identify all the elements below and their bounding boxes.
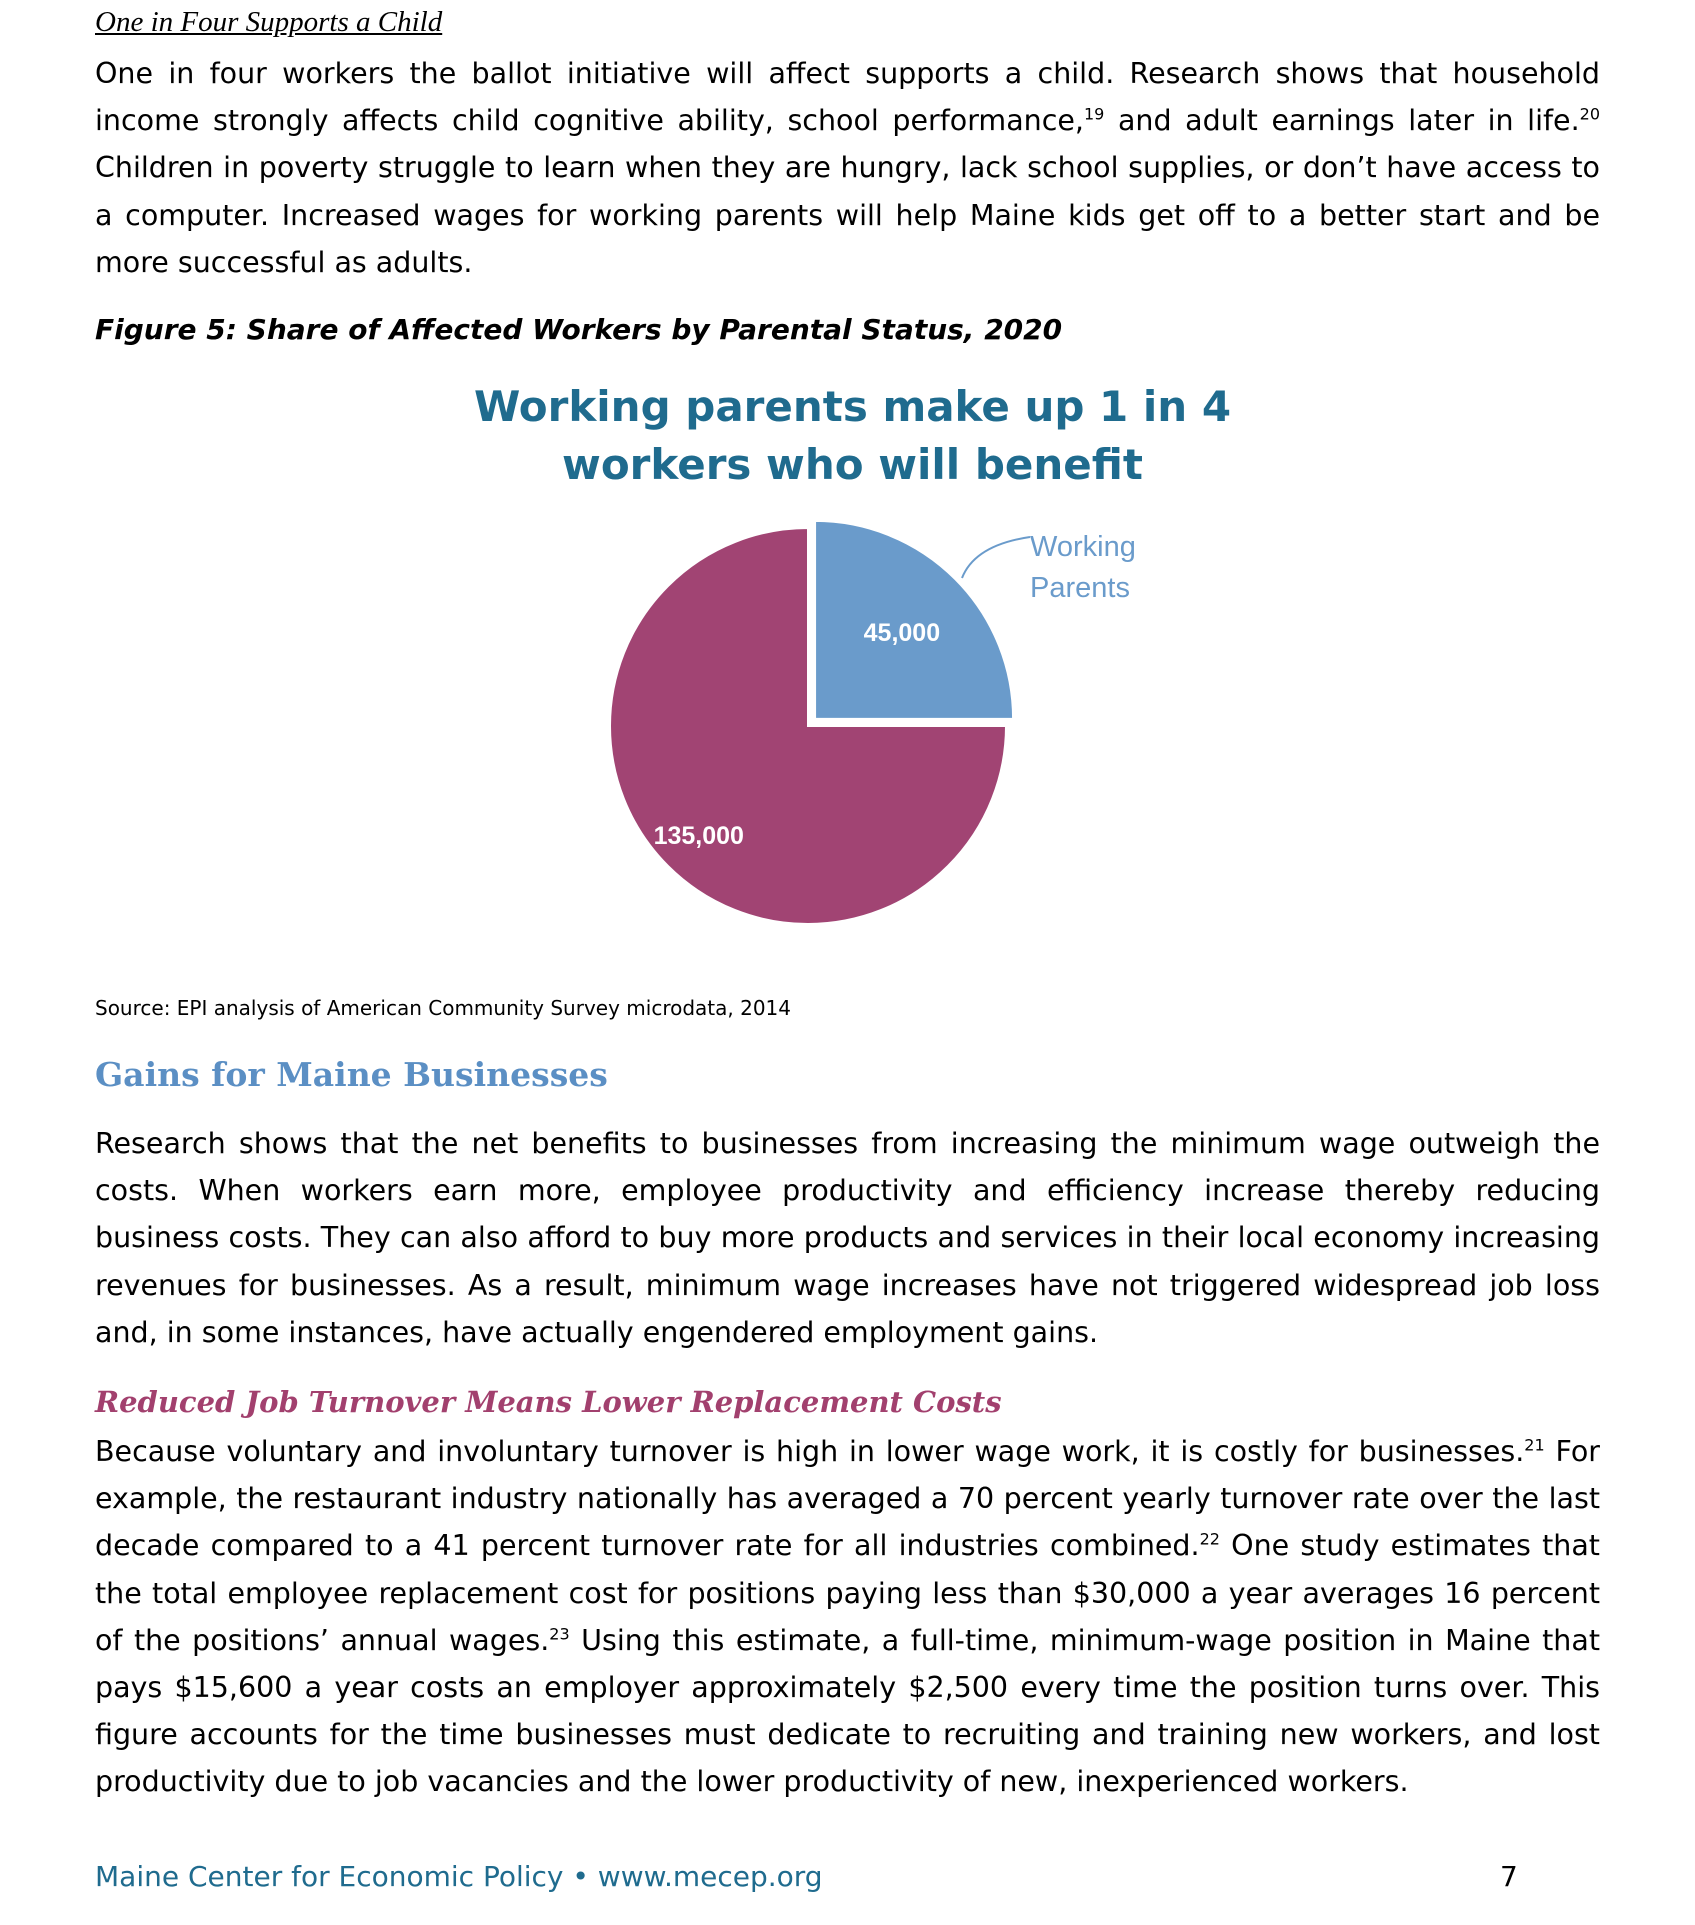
paragraph-gains: Research shows that the net benefits to businesses from increasing the minimum wage outweigh the costs. When workers earn more, employee productivity and efficiency increase thereby reducing business costs. They can also afford to buy more products and services in their local economy increasing revenues for businesses. As a result, minimum wage increases have not triggered widespread job loss and, in some instances, have actually engendered employment gains. [95, 1127, 1600, 1349]
paragraph-text: Using this estimate, a full-time, minimum-wage position in Maine that pays $15,600 a year costs an employer approximately $2,500 every time the position turns over. This figure accounts for the time businesses must dedicate to recruiting and training new workers, and lost productivity due to job vacancies and the lower productivity of new, inexperienced workers. [95, 1623, 1600, 1799]
figure-caption: Figure 5: Share of Affected Workers by Parental Status, 2020 [95, 313, 1063, 346]
footer-organization: Maine Center for Economic Policy • www.mecep.org [95, 1860, 823, 1893]
paragraph-text: One study estimates that the total employee replacement cost for positions paying less than $30,000 a year averages 16 percent of the positions’ annual wages. [95, 1529, 1600, 1657]
footnote-ref-19[interactable]: 19 [1084, 104, 1105, 124]
page-number: 7 [1500, 1860, 1518, 1893]
footnote-ref-23[interactable]: 23 [549, 1624, 570, 1644]
chart-title: Working parents make up 1 in 4 workers who will benefit [473, 382, 1232, 489]
paragraph-text: Because voluntary and involuntary turnover is high in lower wage work, it is costly for businesses. [95, 1435, 1525, 1468]
footnote-ref-20[interactable]: 20 [1579, 104, 1601, 124]
paragraph-text: Children in poverty struggle to learn when they are hungry, lack school supplies, or don’t have access to a computer. Increased wages for working parents will help Maine kids get off to a better start and be more successful as adults. [95, 151, 1600, 279]
subsection-heading-turnover: Reduced Job Turnover Means Lower Replacement Costs [95, 1385, 1002, 1419]
callout-label-line-2: Parents [1030, 572, 1130, 604]
paragraph-turnover [95, 1428, 1600, 1806]
footnote-ref-21[interactable]: 21 [1524, 1435, 1545, 1455]
callout-label-line-1: Working [1030, 531, 1136, 563]
paragraph-text: For example, the restaurant industry nationally has averaged a 70 percent yearly turnover rate over the last decade compared to a 41 percent turnover rate for all industries combined. [95, 1435, 1600, 1563]
callout-leader-line [962, 537, 1030, 578]
subsection-heading-one-in-four: One in Four Supports a Child [95, 6, 443, 38]
figure-source: Source: EPI analysis of American Community Survey microdata, 2014 [95, 996, 791, 1020]
pie-slice-value-label-0: 45,000 [863, 619, 941, 648]
pie-slice-value-label-1: 135,000 [653, 822, 744, 851]
paragraph-text: and adult earnings later in life. [1104, 104, 1580, 138]
footnote-ref-22[interactable]: 22 [1199, 1529, 1220, 1549]
section-heading-gains: Gains for Maine Businesses [95, 1055, 608, 1094]
paragraph-text: One in four workers the ballot initiative will affect supports a child. Research shows that household income strongly affects child cognitive ability, school performance, [95, 57, 1600, 138]
pie-slices [610, 521, 1013, 924]
